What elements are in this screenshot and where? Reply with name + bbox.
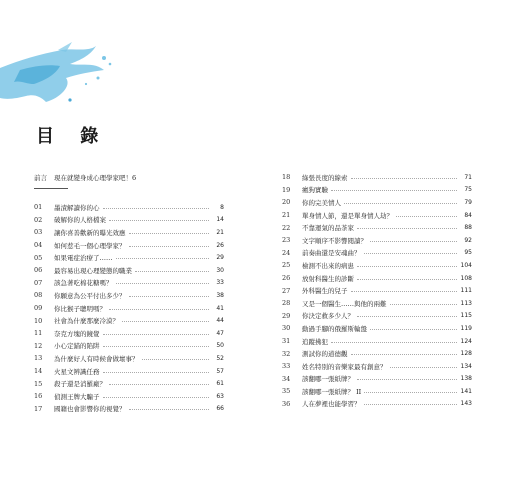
- leader-dots: [357, 279, 457, 280]
- entry-page: 14: [216, 216, 224, 224]
- entry-page: 108: [460, 274, 472, 282]
- leader-dots: [344, 203, 457, 204]
- toc-entry[interactable]: [34, 201, 224, 214]
- toc-entry[interactable]: [34, 239, 224, 252]
- toc-entry[interactable]: [34, 264, 224, 277]
- entry-page: 38: [216, 291, 224, 299]
- entry-page: 128: [460, 350, 472, 358]
- entry-number: 04: [34, 241, 43, 250]
- leader-dots: [103, 346, 210, 347]
- entry-number: 07: [34, 278, 43, 287]
- entry-number: 03: [34, 228, 43, 237]
- leader-dots: [331, 342, 457, 343]
- entry-page: 92: [464, 236, 472, 244]
- entry-title: 姓名特別的音樂家最有創意？: [302, 362, 387, 371]
- entry-number: 19: [282, 185, 291, 194]
- entry-page: 143: [460, 400, 472, 408]
- toc-entry[interactable]: [282, 234, 472, 247]
- entry-page: 29: [216, 254, 224, 262]
- leader-dots: [109, 220, 209, 221]
- entry-page: 44: [216, 317, 224, 325]
- entry-number: 29: [282, 311, 291, 320]
- entry-page: 21: [216, 228, 224, 236]
- toc-right-column: [282, 171, 472, 410]
- entry-title: 檢測不出來的病患: [302, 261, 354, 270]
- leader-dots: [103, 208, 210, 209]
- entry-title: 文字順序不影響閱讀？: [302, 236, 367, 245]
- leader-dots: [122, 321, 209, 322]
- toc-entry[interactable]: [34, 340, 224, 353]
- entry-title: 國籍也會影響你的視覺？: [54, 405, 126, 414]
- leader-dots: [370, 241, 457, 242]
- entry-number: 23: [282, 236, 291, 245]
- leader-dots: [364, 253, 458, 254]
- entry-title: 追蹤拂犯: [302, 337, 328, 346]
- toc-entry[interactable]: [282, 297, 472, 310]
- entry-title: 最容易出現心理變態的職業: [54, 266, 132, 275]
- toc-entry[interactable]: [282, 347, 472, 360]
- leader-dots: [357, 316, 457, 317]
- toc-entry[interactable]: [34, 251, 224, 264]
- toc-entry[interactable]: [34, 289, 224, 302]
- entry-title: 破解你的人格檔案: [54, 216, 106, 225]
- entry-page: 41: [216, 304, 224, 312]
- entry-number: 11: [34, 329, 43, 338]
- entry-page: 119: [460, 324, 472, 332]
- toc-list-right: [282, 171, 472, 410]
- entry-number: 06: [34, 266, 43, 275]
- entry-title: 如果電症治療了……: [54, 254, 113, 263]
- entry-number: 33: [282, 362, 291, 371]
- entry-number: 22: [282, 223, 291, 232]
- entry-number: 13: [34, 354, 43, 363]
- leader-dots: [129, 409, 210, 410]
- leader-dots: [116, 258, 210, 259]
- entry-page: 47: [216, 329, 224, 337]
- entry-number: 32: [282, 349, 291, 358]
- leader-dots: [103, 372, 210, 373]
- entry-title: 外科醫生的兒子: [302, 287, 348, 296]
- entry-title: 綠張長度的線索: [302, 173, 348, 182]
- entry-title: 殺子還是消羅廠？: [54, 380, 106, 389]
- toc-entry[interactable]: [34, 352, 224, 365]
- entry-title: 該翻哪一張紙牌？: [302, 375, 354, 384]
- toc-entry[interactable]: [34, 214, 224, 227]
- leader-dots: [135, 271, 209, 272]
- entry-number: 27: [282, 286, 291, 295]
- leader-dots: [129, 233, 210, 234]
- entry-number: 36: [282, 399, 291, 408]
- blue-ink-splash-decoration: [0, 40, 120, 120]
- entry-number: 15: [34, 379, 43, 388]
- entry-title: 該翻哪一張紙牌？ II: [302, 387, 362, 396]
- entry-number: 14: [34, 367, 43, 376]
- entry-title: 你願意為公平付出多少？: [54, 291, 126, 300]
- entry-title: 你決定救多少人？: [302, 312, 354, 321]
- entry-page: 8: [220, 203, 224, 211]
- toc-entry[interactable]: [282, 247, 472, 260]
- leader-dots: [351, 354, 458, 355]
- entry-number: 02: [34, 215, 43, 224]
- entry-number: 25: [282, 261, 291, 270]
- leader-dots: [129, 246, 210, 247]
- leader-dots: [109, 384, 209, 385]
- toc-preface[interactable]: [34, 171, 224, 184]
- leader-dots: [357, 266, 457, 267]
- entry-title: 測試你的道德觀: [302, 350, 348, 359]
- preface-page: 6: [132, 173, 137, 182]
- leader-dots: [351, 178, 458, 179]
- leader-dots: [370, 329, 457, 330]
- entry-page: 33: [216, 279, 224, 287]
- toc-entry[interactable]: [34, 403, 224, 416]
- entry-page: 134: [460, 362, 472, 370]
- entry-page: 84: [464, 211, 472, 219]
- entry-number: 10: [34, 316, 43, 325]
- entry-number: 20: [282, 198, 291, 207]
- entry-page: 124: [460, 337, 472, 345]
- toc-entry[interactable]: [34, 314, 224, 327]
- page-title: 目 錄: [36, 126, 109, 147]
- entry-number: 26: [282, 274, 291, 283]
- entry-title: 人在夢裡也能學習？: [302, 400, 361, 409]
- toc-entry[interactable]: [282, 221, 472, 234]
- leader-dots: [129, 296, 210, 297]
- toc-entry[interactable]: [34, 365, 224, 378]
- entry-page: 50: [216, 342, 224, 350]
- leader-dots: [364, 392, 457, 393]
- toc-list-left: [34, 201, 224, 415]
- entry-title: 偵測王牌大騙子: [54, 392, 100, 401]
- entry-title: 瘋狗實驗: [302, 186, 328, 195]
- entry-page: 71: [464, 173, 472, 181]
- entry-title: 社會為什麼那麼冷漠？: [54, 317, 119, 326]
- entry-page: 141: [460, 387, 472, 395]
- entry-page: 30: [216, 266, 224, 274]
- leader-dots: [351, 291, 458, 292]
- toc-entry[interactable]: [282, 398, 472, 411]
- toc-entry[interactable]: [282, 171, 472, 184]
- leader-dots: [390, 304, 458, 305]
- entry-number: 12: [34, 341, 43, 350]
- entry-title: 你的完美情人: [302, 198, 341, 207]
- entry-page: 63: [216, 392, 224, 400]
- entry-page: 88: [464, 224, 472, 232]
- preface-text: 現在就變身成心理學家吧！: [54, 174, 132, 182]
- toc-entry[interactable]: [282, 259, 472, 272]
- toc-entry[interactable]: [282, 272, 472, 285]
- entry-title: 該急著吃棉花糖嗎？: [54, 279, 113, 288]
- toc-entry[interactable]: [34, 277, 224, 290]
- toc-entry[interactable]: [282, 209, 472, 222]
- entry-title: 不靠運氣的品茶家: [302, 224, 354, 233]
- entry-number: 21: [282, 211, 291, 220]
- entry-page: 113: [460, 299, 472, 307]
- toc-entry[interactable]: [34, 377, 224, 390]
- toc-entry[interactable]: [34, 390, 224, 403]
- entry-title: 奈克方塊的鏡覺: [54, 329, 100, 338]
- entry-title: 如何惹毛一個心理學家？: [54, 241, 126, 250]
- entry-number: 30: [282, 324, 291, 333]
- leader-dots: [357, 228, 457, 229]
- entry-page: 95: [464, 249, 472, 257]
- entry-page: 79: [464, 198, 472, 206]
- toc-entry[interactable]: [282, 310, 472, 323]
- entry-number: 05: [34, 253, 43, 262]
- leader-dots: [364, 404, 458, 405]
- entry-number: 31: [282, 337, 291, 346]
- toc-entry[interactable]: [282, 196, 472, 209]
- entry-title: 為什麼好人有時候會做壞事？: [54, 354, 139, 363]
- entry-number: 35: [282, 387, 291, 396]
- entry-title: 你比猴子聰明嗎？: [54, 304, 106, 313]
- entry-title: 火星文辨識任務: [54, 367, 100, 376]
- entry-number: 09: [34, 304, 43, 313]
- entry-number: 08: [34, 291, 43, 300]
- divider-rule: [34, 188, 68, 189]
- leader-dots: [116, 283, 210, 284]
- entry-page: 57: [216, 367, 224, 375]
- entry-title: 放射科醫生的診斷: [302, 274, 354, 283]
- toc-entry[interactable]: [282, 360, 472, 373]
- entry-title: 讓你喜善歡新的曝光效應: [54, 228, 126, 237]
- toc-left-column: [34, 171, 224, 415]
- toc-entry[interactable]: [34, 302, 224, 315]
- leader-dots: [109, 309, 209, 310]
- entry-title: 單身情人節，還是單身情人劫？: [302, 211, 393, 220]
- leader-dots: [103, 334, 210, 335]
- leader-dots: [331, 190, 457, 191]
- entry-title: 小心定錨的陷阱: [54, 342, 100, 351]
- leader-dots: [396, 216, 457, 217]
- leader-dots: [357, 379, 457, 380]
- toc-entry[interactable]: [282, 373, 472, 386]
- toc-entry[interactable]: [34, 226, 224, 239]
- toc-entry[interactable]: [282, 184, 472, 197]
- entry-number: 01: [34, 203, 43, 212]
- entry-page: 52: [216, 354, 224, 362]
- toc-entry[interactable]: [282, 385, 472, 398]
- entry-page: 104: [460, 261, 472, 269]
- entry-page: 111: [460, 287, 472, 295]
- entry-title: 前奏曲還是安魂曲？: [302, 249, 361, 258]
- leader-dots: [103, 397, 210, 398]
- preface-label: 前言: [34, 174, 47, 182]
- entry-page: 75: [464, 186, 472, 194]
- leader-dots: [142, 359, 210, 360]
- entry-page: 138: [460, 375, 472, 383]
- entry-number: 24: [282, 248, 291, 257]
- entry-number: 16: [34, 392, 43, 401]
- entry-page: 115: [460, 312, 472, 320]
- leader-dots: [390, 367, 458, 368]
- entry-title: 又是一個醫生……與他的兩難: [302, 299, 387, 308]
- entry-number: 18: [282, 173, 291, 182]
- toc-entry[interactable]: [34, 327, 224, 340]
- entry-number: 28: [282, 299, 291, 308]
- entry-number: 17: [34, 404, 43, 413]
- entry-title: 動過手腳的俄羅斯輪盤: [302, 324, 367, 333]
- entry-title: 墨漬解讀你的心: [54, 203, 100, 212]
- entry-page: 61: [216, 380, 224, 388]
- entry-page: 66: [216, 405, 224, 413]
- toc-entry[interactable]: [282, 284, 472, 297]
- entry-page: 26: [216, 241, 224, 249]
- toc-entry[interactable]: [282, 322, 472, 335]
- entry-number: 34: [282, 374, 291, 383]
- toc-entry[interactable]: [282, 335, 472, 348]
